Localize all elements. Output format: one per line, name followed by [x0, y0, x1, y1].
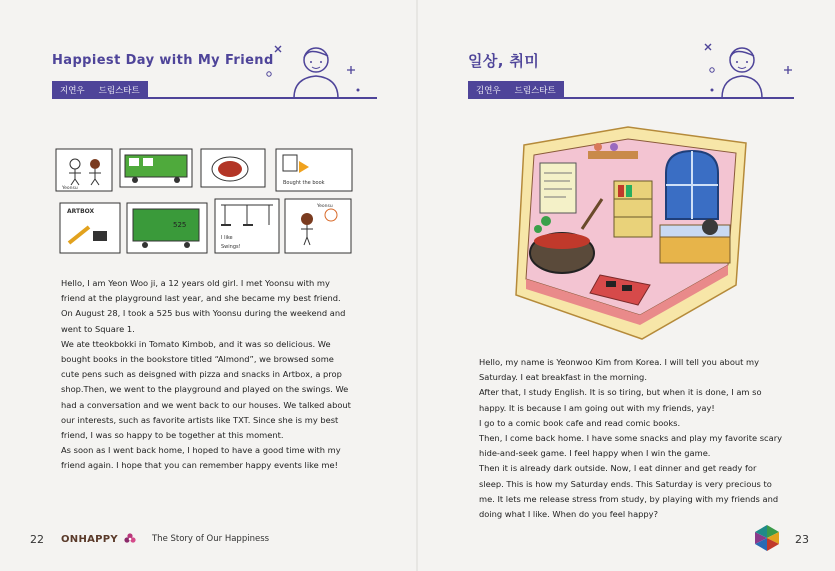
paragraph: Then, I come back home. I have some snacks and play my favorite scary hide-and-seek game. I feel happy when I win the game.	[479, 433, 783, 459]
boy-avatar-icon	[266, 40, 366, 100]
right-page-title: 일상, 취미	[468, 52, 540, 70]
boy-avatar-icon	[700, 40, 800, 100]
comic-caption: Yeonsu	[317, 204, 333, 209]
right-story-text	[479, 355, 783, 522]
hexagon-logo-icon	[752, 524, 782, 552]
right-author-name: 김연우	[476, 85, 501, 96]
comic-panel-4	[276, 149, 352, 191]
comic-caption: Swings!	[221, 244, 241, 250]
comic-caption: I like	[221, 235, 233, 241]
room-drawing-illustration	[510, 125, 750, 345]
paragraph: Then it is already dark outside. Now, I eat dinner and get ready for sleep. This is how my Saturday ends. This Saturday is very precious to me. It lets me release stress from study, by playing with my friends and doing what I like. When do you feel happy?	[479, 463, 779, 520]
page-number-left: 22	[30, 533, 44, 546]
comic-panel-5	[60, 203, 120, 253]
right-author-tag	[468, 81, 564, 98]
comic-panel-6	[127, 203, 207, 253]
window-drawing	[666, 151, 718, 219]
paragraph: Hello, my name is Yeonwoo Kim from Korea. I will tell you about my Saturday. I eat breakfast in the morning.	[479, 357, 760, 383]
right-program-name: 드림스타트	[514, 85, 556, 96]
left-author-name: 지연우	[60, 85, 85, 96]
page-number-right: 23	[795, 533, 809, 546]
comic-caption: 525	[173, 221, 187, 229]
comic-strip-illustration	[55, 147, 355, 255]
brand-logo-text: ONHAPPY	[61, 533, 118, 545]
flower-logo-icon	[124, 533, 136, 545]
left-page-title: Happiest Day with My Friend	[52, 53, 274, 68]
comic-panel-8	[285, 199, 351, 253]
paragraph: After that, I study English. It is so tiring, but when it is done, I am so happy. It is because I am going out with my friends, yay!	[479, 387, 762, 413]
paragraph: As soon as I went back home, I hoped to have a good time with my friend again. I hope that you can remember happy events like me!	[61, 445, 341, 471]
comic-panel-2	[120, 149, 192, 187]
paragraph: Hello, I am Yeon Woo ji, a 12 years old girl. I met Yoonsu with my friend at the playground last year, and she became my best friend. On August 28, I took a 525 bus with Yoonsu during the weekend and went to Square 1.	[61, 278, 346, 334]
left-author-tag	[52, 81, 148, 98]
footer-brand	[61, 533, 269, 545]
comic-caption: Bought the book	[283, 180, 325, 186]
footer-text: The Story of Our Happiness	[151, 534, 270, 544]
left-story-text	[61, 276, 351, 474]
comic-caption: ARTBOX	[67, 208, 95, 215]
comic-panel-7	[215, 199, 279, 253]
paragraph: We ate tteokbokki in Tomato Kimbob, and it was so delicious. We bought books in the bookstore titled “Almond”, we browsed some cute pens such as deisgned with pizza and snacks in Artbox, a prop shop.Then, we went to the playground and played on the swings. We had a conversation and we went back to our houses. We talked about our interests, such as favorite artists like TXT. Since she is my best friend, I was so happy to be together at this moment.	[61, 338, 351, 441]
paragraph: I go to a comic book cafe and read comic books.	[479, 417, 681, 428]
left-program-name: 드림스타트	[98, 85, 140, 96]
comic-panel-1	[56, 149, 112, 191]
comic-panel-3	[201, 149, 265, 187]
left-page	[0, 0, 417, 571]
comic-caption: Yeonsu	[62, 186, 78, 191]
